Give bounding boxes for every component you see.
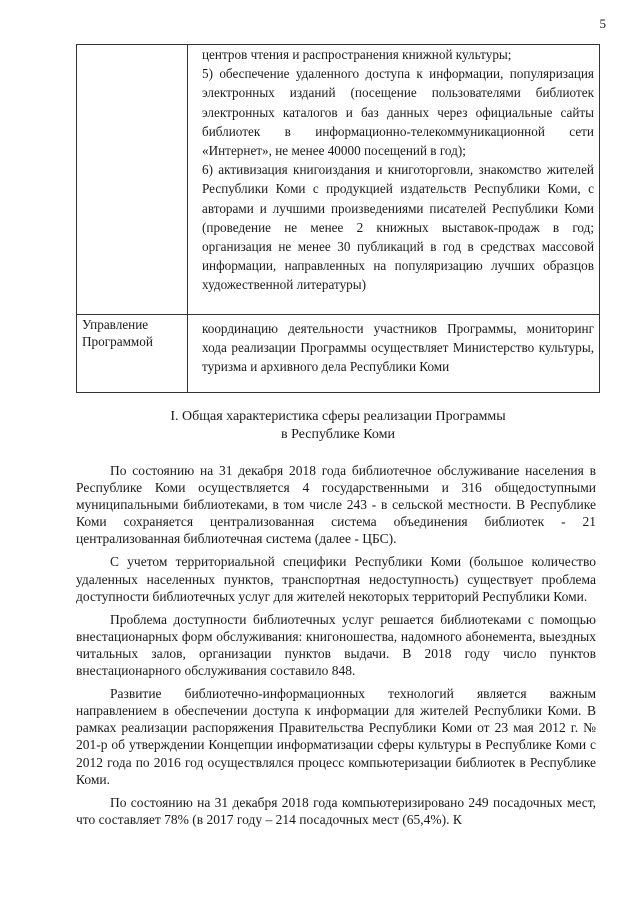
table-value-cell [188,45,600,315]
cell-paragraph: 6) активизация книгоиздания и книготорговли, знакомство жителей Республики Коми с продукцией издательств Республики Коми, с авторами и лучшими произведениями писателей Республики Коми (проведение не менее 2 книжных выставок-продаж в год; организация не менее 30 публикаций в год в средствах массовой информации, направленных на популяризацию лучших образцов художественной литературы) [202,162,594,293]
table-label-cell: Управление Программой [77,315,188,393]
table-row [77,315,600,393]
cell-paragraph: центров чтения и распространения книжной культуры; [202,47,512,62]
program-passport-table [76,44,600,393]
table-value-cell [188,315,600,393]
body-paragraph: Проблема доступности библиотечных услуг решается библиотеками с помощью внестационарных форм обслуживания: книгоношества, надомного абонемента, выездных читальных залов, организации пунктов выдачи. В 2018 году число пунктов внестационарного обслуживания составило 848. [76,611,596,679]
cell-paragraph: 5) обеспечение удаленного доступа к информации, популяризация электронных изданий (посещение пользователями библиотек электронных каталогов и баз данных через официальные сайты библиотек в информационно-телекоммуникационной сети «Интернет», не менее 40000 посещений в год); [202,66,594,159]
section-title-line: в Республике Коми [281,427,395,442]
section-title [76,408,600,444]
section-title-line: I. Общая характеристика сферы реализации Программы [170,409,506,424]
page-number: 5 [599,16,606,31]
body-paragraph: По состоянию на 31 декабря 2018 года библиотечное обслуживание населения в Республике Коми осуществляется 4 государственными и 316 общедоступными муниципальными библиотеками, в том числе 243 - в сельской местности. В Республике Коми сохраняется централизованная система объединения библиотек - 21 централизованная библиотечная система (далее - ЦБС). [76,463,596,547]
body-paragraph: По состоянию на 31 декабря 2018 года компьютеризировано 249 посадочных мест, что составляет 78% (в 2017 году – 214 посадочных мест (65,4%). К [76,794,596,827]
body-paragraph: Развитие библиотечно-информационных технологий является важным направлением в обеспечении доступа к информации для жителей Республики Коми. В рамках реализации распоряжения Правительства Республики Коми от 23 мая 2012 г. № 201-р об утверждении Концепции информатизации сферы культуры в Республике Коми с 2012 года по 2016 год осуществлялся процесс компьютеризации библиотек в Республике Коми. [76,686,596,787]
cell-paragraph: координацию деятельности участников Программы, мониторинг хода реализации Программы осуществляет Министерство культуры, туризма и архивного дела Республики Коми [202,321,594,375]
table-row [77,45,600,315]
body-text [76,462,596,834]
table-label-cell [77,45,188,315]
body-paragraph: С учетом территориальной специфики Республики Коми (большое количество удаленных населенных пунктов, транспортная недоступность) существует проблема доступности библиотечных услуг для жителей некоторых территорий Республики Коми. [76,554,596,604]
